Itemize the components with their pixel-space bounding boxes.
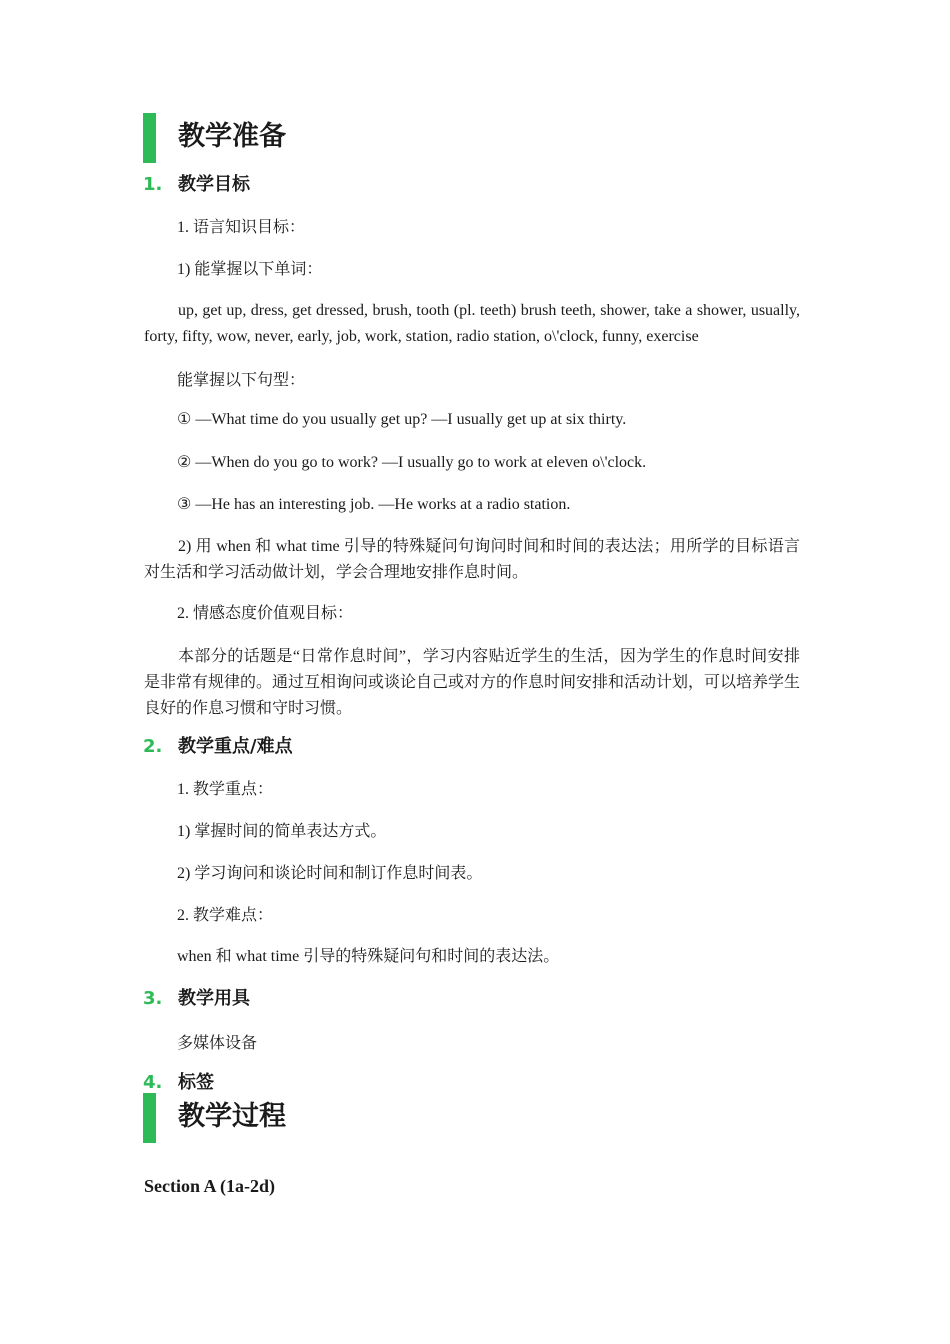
item-number: 4. xyxy=(143,1072,163,1093)
sentence-pattern-3: ③ —He has an interesting job. —He works at a radio station. xyxy=(177,496,571,513)
emotion-goal-text: 本部分的话题是“日常作息时间”，学习内容贴近学生的生活，因为学生的作息时间安排是非常有规律的。通过互相询问或谈论自己或对方的作息时间安排和活动计划，可以培养学生良好的作息习惯和守时习惯。 xyxy=(144,648,801,717)
sentence-intro: 能掌握以下句型： xyxy=(177,372,306,389)
section-accent-bar xyxy=(143,1093,156,1143)
item-label: 标签 xyxy=(178,1072,214,1093)
language-goal-title: 1. 语言知识目标： xyxy=(177,219,306,236)
sentence-pattern-1: ① —What time do you usually get up? —I usually get up at six thirty. xyxy=(177,411,627,428)
goal-2-text: 2) 用 when 和 what time 引导的特殊疑问句询问时间和时间的表达法；用所学的目标语言对生活和学习活动做计划，学会合理地安排作息时间。 xyxy=(144,538,800,581)
sentence-pattern-2: ② —When do you go to work? —I usually go to work at eleven o\'clock. xyxy=(177,454,647,471)
item-label: 教学目标 xyxy=(178,174,250,195)
tools-text: 多媒体设备 xyxy=(177,1035,258,1052)
key-point-1: 1) 掌握时间的简单表达方式。 xyxy=(177,823,387,840)
section-a-heading: Section A (1a-2d) xyxy=(144,1176,276,1196)
item-label: 教学用具 xyxy=(178,988,250,1009)
emotion-goal-title: 2. 情感态度价值观目标： xyxy=(177,605,354,622)
item-number: 2. xyxy=(143,736,163,757)
item-number: 3. xyxy=(143,988,163,1009)
section-accent-bar xyxy=(143,113,156,163)
key-point-2: 2) 学习询问和谈论时间和制订作息时间表。 xyxy=(177,865,483,882)
item-label: 教学重点/难点 xyxy=(178,736,293,757)
difficulty-text: when 和 what time 引导的特殊疑问句和时间的表达法。 xyxy=(177,948,560,965)
key-point-title: 1. 教学重点： xyxy=(177,781,274,798)
vocab-list: up, get up, dress, get dressed, brush, tooth (pl. teeth) brush teeth, shower, take a shower, usually, forty, fifty, wow, never, early, job, work, station, radio station, o\'clock, funny, exercise xyxy=(144,302,800,345)
vocab-intro: 1) 能掌握以下单词： xyxy=(177,261,323,278)
section-title: 教学过程 xyxy=(178,1101,286,1132)
item-number: 1. xyxy=(143,174,163,195)
difficulty-title: 2. 教学难点： xyxy=(177,907,274,924)
section-title: 教学准备 xyxy=(178,121,286,152)
